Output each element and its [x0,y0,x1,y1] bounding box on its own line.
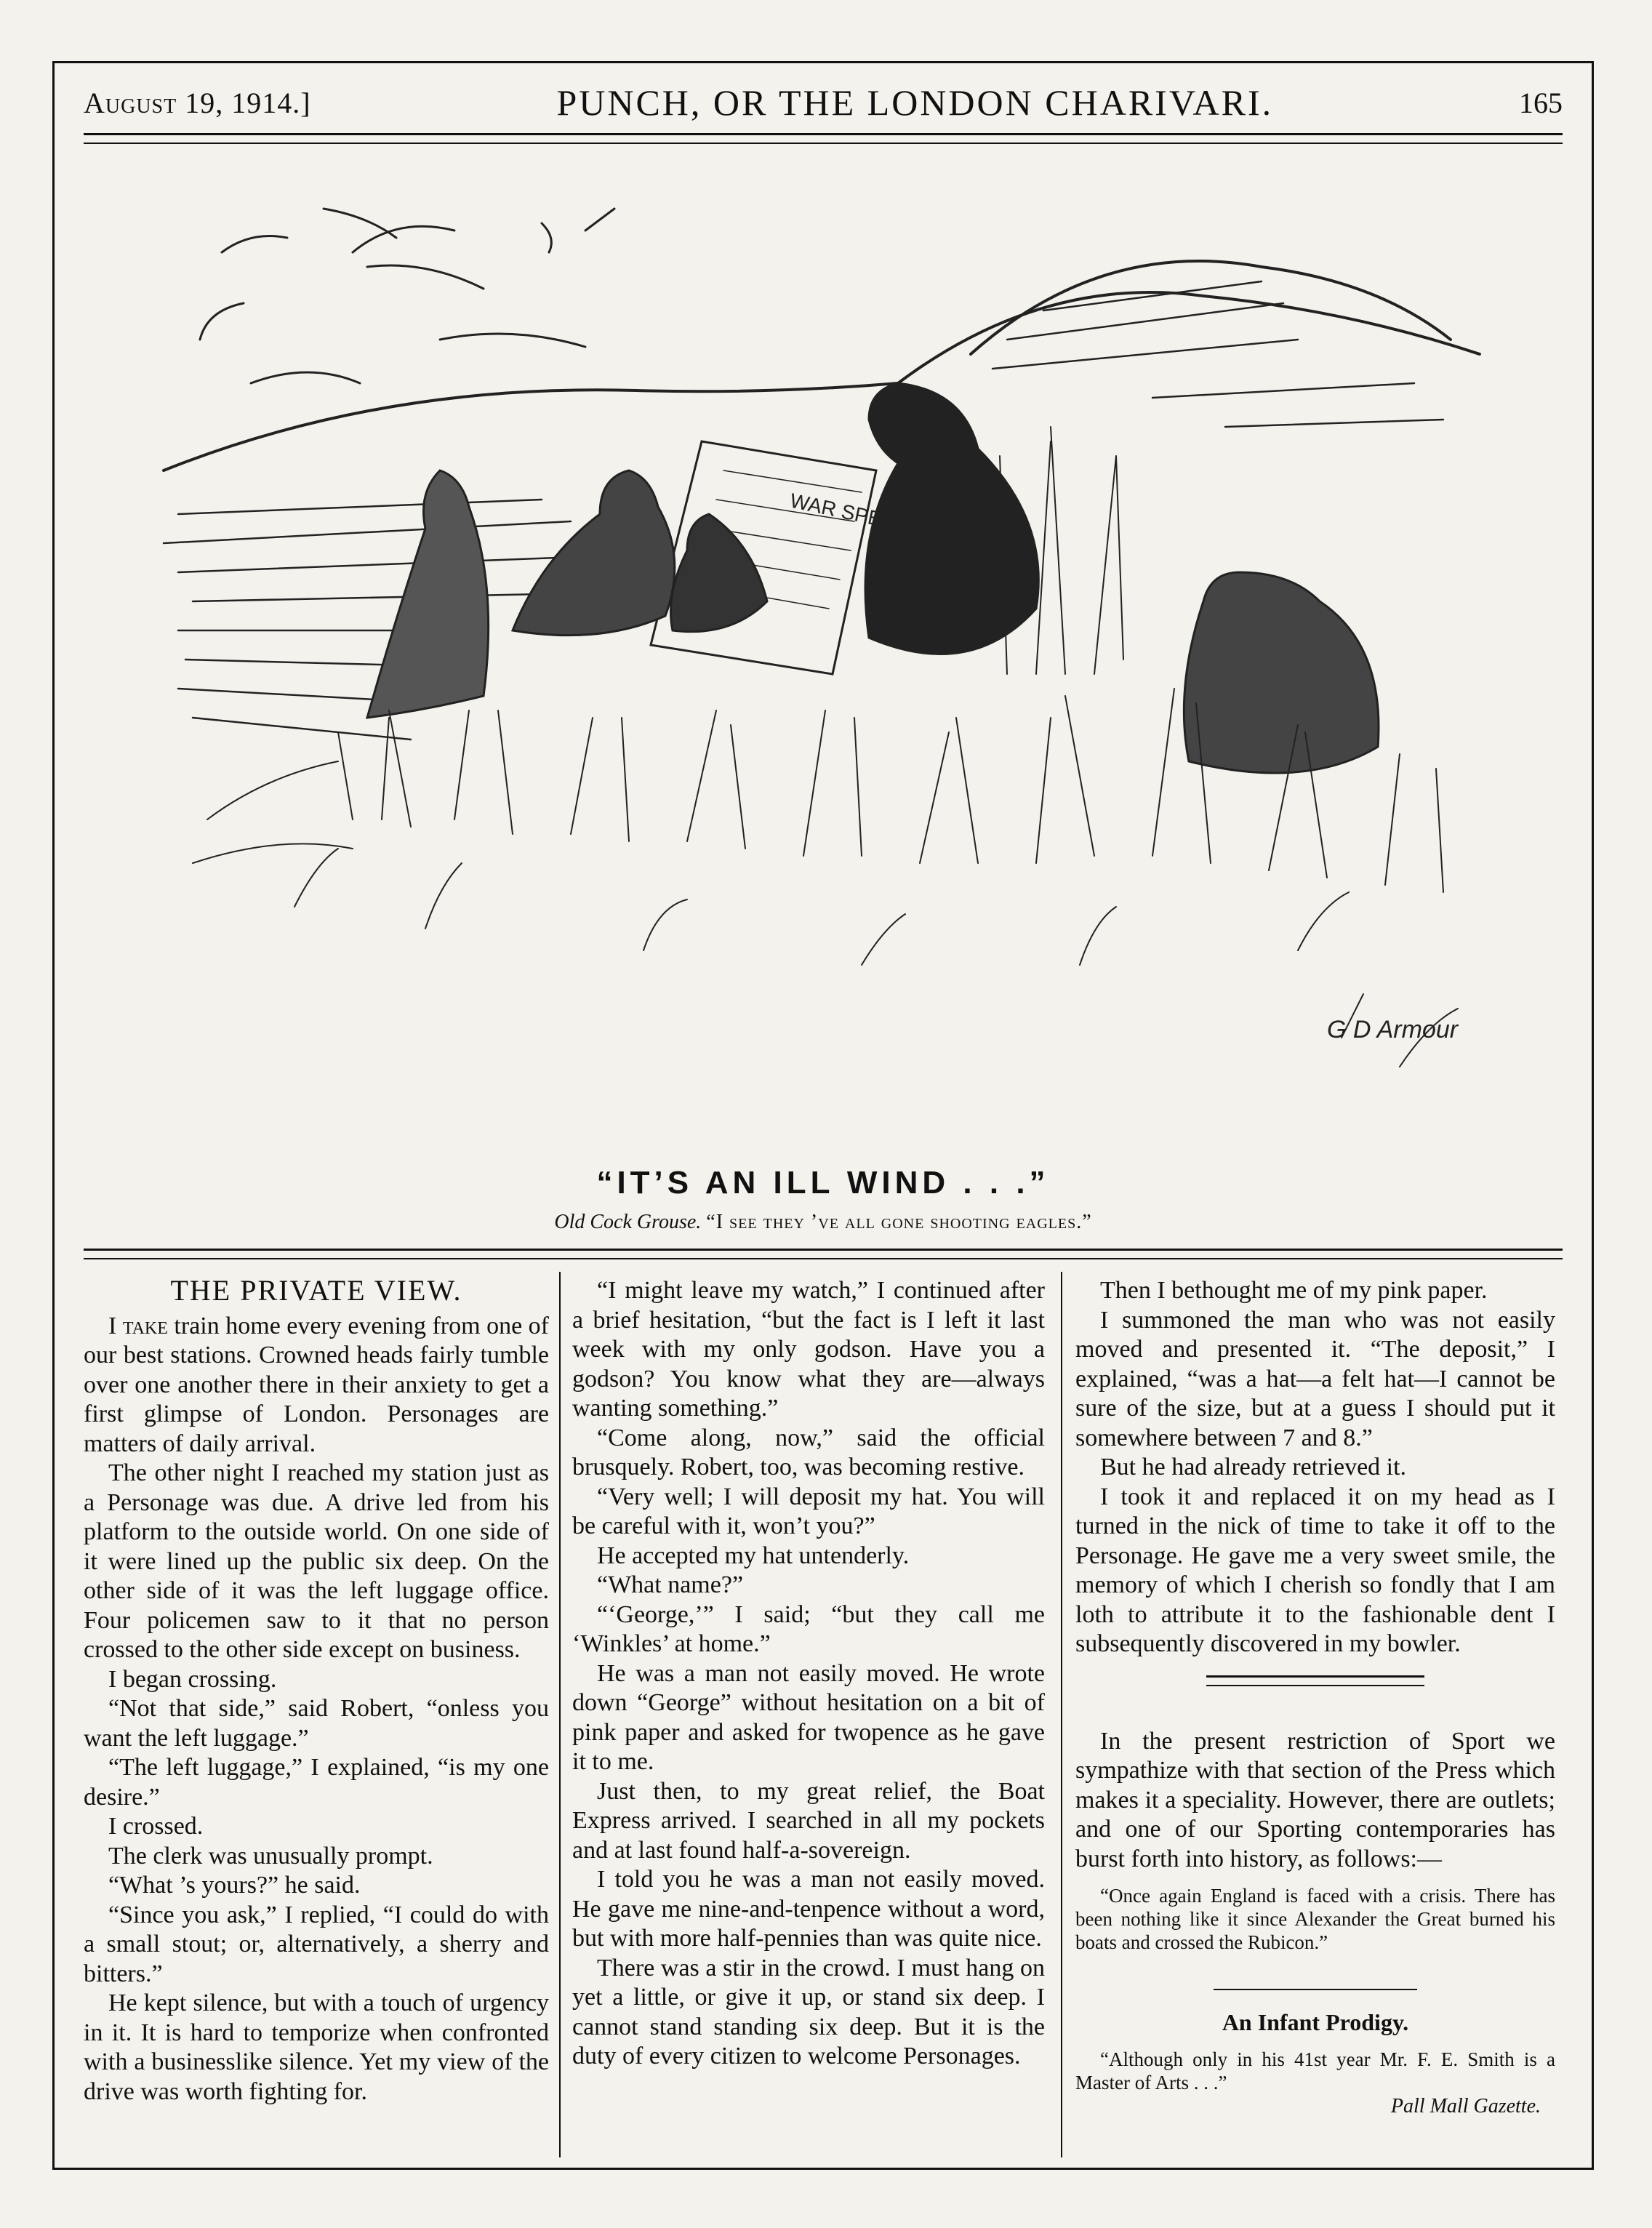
article-paragraph: I took it and replaced it on my head as I turned in the nick of time to take it off to the Personage. He gave me a very sweet smile, the memory of which I cherish so fondly that I am loth to attribute it to the fashionable dent I subsequently discovered in my bowler. [1075,1483,1555,1657]
article-paragraph: “Come along, now,” said the official brusquely. Robert, too, was becoming restive. [572,1424,1045,1480]
masthead: PUNCH, OR THE LONDON CHARIVARI. [556,82,1274,123]
caption-speaker: Old Cock Grouse. [554,1211,702,1233]
article-paragraph: I began crossing. [108,1665,277,1693]
column-rule [1061,1272,1062,2157]
page-number: 165 [1518,86,1563,119]
article-column-1 [84,1276,549,2153]
article-paragraph: Just then, to my great relief, the Boat Express arrived. I searched in all my pockets and at last found half-a-sovereign. [572,1777,1045,1864]
article-paragraph: I told you he was a man not easily moved. He gave me nine-and-tenpence without a word, but with more half-pennies than was quite nice. [572,1866,1045,1952]
prodigy-source: Pall Mall Gazette. [1390,2094,1541,2117]
article-paragraph: Then I bethought me of my pink paper. [1100,1277,1488,1304]
article-paragraph: But he had already retrieved it. [1100,1454,1407,1480]
article-paragraph: “Not that side,” said Robert, “onless you want the left luggage.” [84,1695,549,1752]
article-paragraph: “The left luggage,” I explained, “is my one desire.” [84,1754,549,1811]
article-column-3 [1075,1276,1555,2153]
article-paragraph: He accepted my hat untenderly. [597,1542,910,1569]
issue-date: August 19, 1914.] [84,86,311,119]
article-paragraph: He was a man not easily moved. He wrote down “George” without hesitation on a bit of pink paper and asked for twopence as he gave it to me. [572,1659,1045,1775]
article-paragraph: He kept silence, but with a touch of urgency in it. It is hard to temporize when confronted with a businesslike silence. Yet my view of the drive was worth fighting for. [84,1989,549,2105]
sport-quote: “Once again England is faced with a crisis. There has been nothing like it since Alexander the Great burned his boats and crossed the Rubicon.” [1075,1885,1555,1953]
section-separator [1214,1989,1417,1990]
article-column-2 [572,1276,1045,2153]
article-paragraph: I summoned the man who was not easily moved and presented it. “The deposit,” I explained, “was a hat—a felt hat—I cannot be sure of the size, but at a guess I should put it somewhere between 7 and 8.” [1075,1306,1555,1451]
article-paragraph: “Very well; I will deposit my hat. You will be careful with it, won’t you?” [572,1483,1045,1539]
article-paragraph: “I might leave my watch,” I continued after a brief hesitation, “but the fact is I left it last week with my only godson. Have you a godson? You know what they are—always wanting something.” [572,1277,1045,1422]
prodigy-title: An Infant Prodigy. [1222,2009,1409,2035]
column-rule [559,1272,561,2157]
article-paragraph: I crossed. [108,1813,204,1840]
artist-signature: G D Armour [1327,1016,1459,1043]
newspaper-headline: WAR SPECIAL [787,489,929,540]
section-separator [1206,1675,1424,1686]
caption-rule [84,1249,1563,1259]
cartoon-title: “IT’S AN ILL WIND . . .” [596,1165,1050,1201]
article-paragraph: There was a stir in the crowd. I must hang on yet a little, or give it up, or stand six deep. I cannot stand standing six deep. But it is the duty of every citizen to welcome Personages. [572,1954,1045,2069]
header-rule [84,133,1563,144]
page [52,61,1594,2170]
article-paragraph: The other night I reached my station just as a Personage was due. A drive led from his platform to the outside world. On one side of it were lined up the public six deep. On the other side of it was the left luggage office. Four policemen saw to it that no person crossed to the other side except on business. [84,1459,549,1663]
article-paragraph: “‘George,’” I said; “but they call me ‘Winkles’ at home.” [572,1600,1045,1657]
article-title: THE PRIVATE VIEW. [170,1274,462,1307]
article-paragraph: “Since you ask,” I replied, “I could do with a small stout; or, alternatively, a sherry and bitters.” [84,1901,549,1987]
caption-quote: “I see they ’ve all gone shooting eagles.” [706,1211,1092,1233]
prodigy-quote: “Although only in his 41st year Mr. F. E. Smith is a Master of Arts . . .” [1075,2048,1555,2093]
article-paragraph: The clerk was unusually prompt. [108,1842,433,1870]
article-paragraph: I take train home every evening from one of our best stations. Crowned heads fairly tumble over one another there in their anxiety to get a first glimpse of London. Personages are matters of daily arrival. [84,1312,549,1457]
article-paragraph: “What name?” [597,1571,744,1598]
page-header [84,75,1563,130]
cartoon-caption [55,1211,1592,1234]
sport-note: In the present restriction of Sport we sympathize with that section of the Press which makes it a speciality. However, there are outlets; and one of our Sporting contemporaries has burst forth into history, as follows:— [1075,1727,1555,1872]
article-paragraph: “What ’s yours?” he said. [108,1872,361,1899]
lead-word: I take [108,1312,168,1339]
grouse-cartoon [135,165,1531,1139]
